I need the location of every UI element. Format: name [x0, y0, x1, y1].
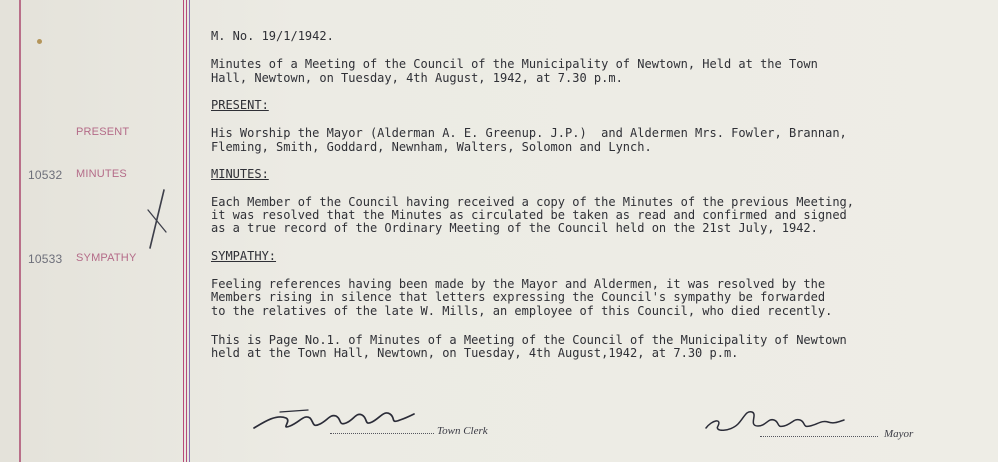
minute-number-10533: 10533 — [28, 252, 63, 266]
page-certification-line-1: This is Page No.1. of Minutes of a Meeting of the Council of the Municipality of Newtown — [211, 333, 847, 347]
present-line-1: His Worship the Mayor (Alderman A. E. Greenup. J.P.) and Aldermen Mrs. Fowler, Brannan, — [211, 126, 847, 140]
mayor-signature-line — [760, 436, 878, 437]
sympathy-line-2: Members rising in silence that letters expressing the Council's sympathy be forwarded — [211, 290, 826, 304]
margin-rule — [183, 0, 184, 462]
minutes-line-1: Each Member of the Council having received a copy of the Minutes of the previous Meeting, — [211, 195, 854, 209]
minutes-line-3: as a true record of the Ordinary Meeting of the Council held on the 21st July, 1942. — [211, 221, 818, 235]
margin-rule — [189, 0, 190, 462]
mayor-label: Mayor — [884, 428, 914, 440]
meeting-title-line-2: Hall, Newtown, on Tuesday, 4th August, 1942, at 7.30 p.m. — [211, 71, 623, 85]
margin-rule — [186, 0, 187, 462]
town-clerk-signature — [250, 400, 420, 436]
town-clerk-signature-line — [330, 433, 434, 434]
minute-number-10532: 10532 — [28, 168, 63, 182]
meeting-title-line-1: Minutes of a Meeting of the Council of the Municipality of Newtown, Held at the Town — [211, 57, 818, 71]
minute-book-ref: M. No. 19/1/1942. — [211, 29, 334, 43]
margin-label-present: PRESENT — [76, 126, 130, 138]
minutes-line-2: it was resolved that the Minutes as circulated be taken as read and confirmed and signed — [211, 208, 847, 222]
sympathy-line-1: Feeling references having been made by the Mayor and Aldermen, it was resolved by the — [211, 277, 826, 291]
paper-spot — [37, 39, 42, 44]
present-line-2: Fleming, Smith, Goddard, Newnham, Walters, Solomon and Lynch. — [211, 140, 652, 154]
town-clerk-label: Town Clerk — [437, 425, 488, 437]
left-edge-rule — [19, 0, 21, 462]
sympathy-line-3: to the relatives of the late W. Mills, an employee of this Council, who died recently. — [211, 304, 833, 318]
margin-label-sympathy: SYMPATHY — [76, 252, 137, 264]
mayor-signature — [700, 402, 850, 438]
minutes-heading: MINUTES: — [211, 167, 269, 181]
margin-label-minutes: MINUTES — [76, 168, 127, 180]
present-heading: PRESENT: — [211, 98, 269, 112]
check-mark-icon — [144, 188, 170, 252]
page-certification-line-2: held at the Town Hall, Newtown, on Tuesday, 4th August,1942, at 7.30 p.m. — [211, 346, 739, 360]
sympathy-heading: SYMPATHY: — [211, 249, 277, 263]
